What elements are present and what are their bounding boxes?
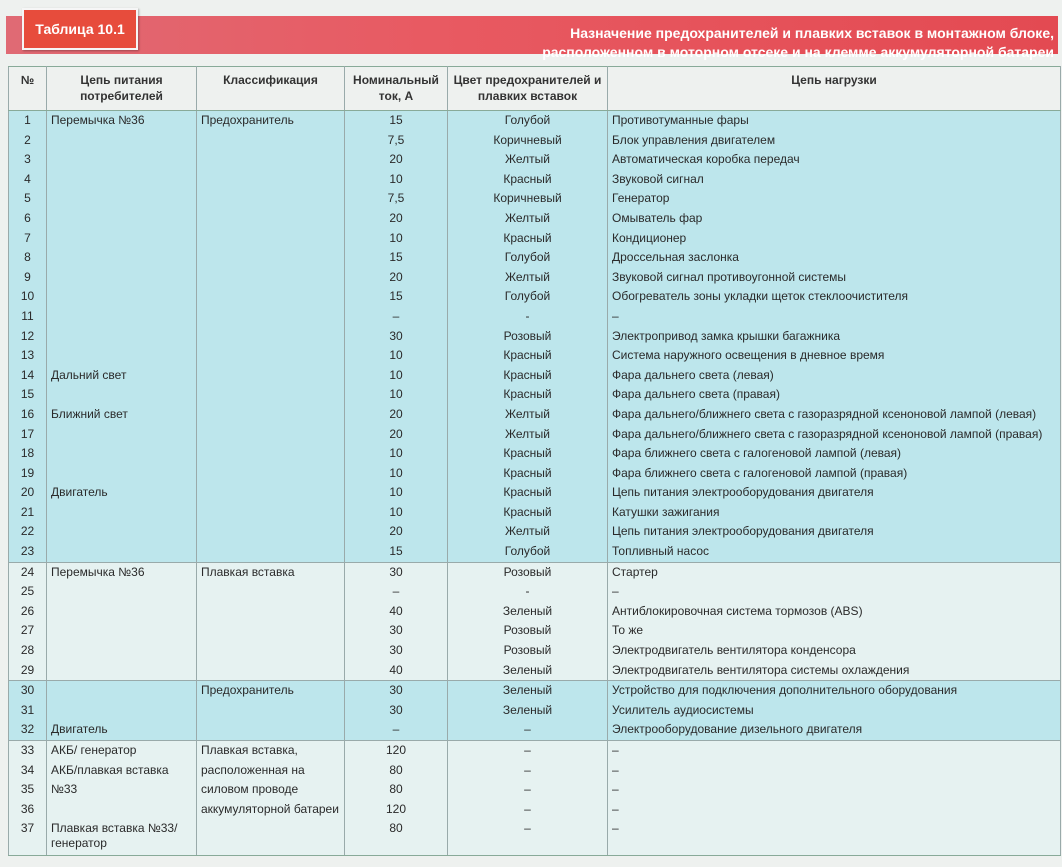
cell-number: 8 <box>9 248 47 268</box>
cell-current: – <box>345 720 448 740</box>
cell-current: 10 <box>345 483 448 503</box>
cell-current: 10 <box>345 366 448 386</box>
cell-load: Катушки зажигания <box>608 503 1061 523</box>
cell-color: Красный <box>448 346 608 366</box>
cell-current: 30 <box>345 641 448 661</box>
table-row <box>9 111 1061 131</box>
cell-current: 30 <box>345 681 448 701</box>
cell-number: 3 <box>9 150 47 170</box>
cell-current: 80 <box>345 780 448 800</box>
cell-load: Фара дальнего/ближнего света с газоразрядной ксеноновой лампой (левая) <box>608 405 1061 425</box>
cell-color: - <box>448 582 608 602</box>
cell-load: Фара дальнего света (правая) <box>608 385 1061 405</box>
table-row <box>9 522 1061 542</box>
table-row <box>9 542 1061 562</box>
cell-number: 5 <box>9 189 47 209</box>
cell-current: 20 <box>345 522 448 542</box>
cell-current: – <box>345 582 448 602</box>
cell-current: 80 <box>345 819 448 856</box>
cell-number: 15 <box>9 385 47 405</box>
table-row <box>9 327 1061 347</box>
cell-circuit: №33 <box>47 780 197 800</box>
cell-current: 40 <box>345 602 448 622</box>
table-row <box>9 562 1061 582</box>
cell-number: 36 <box>9 800 47 820</box>
cell-circuit <box>47 542 197 562</box>
cell-circuit <box>47 346 197 366</box>
cell-color: – <box>448 780 608 800</box>
table-row <box>9 444 1061 464</box>
cell-color: Коричневый <box>448 131 608 151</box>
cell-circuit <box>47 229 197 249</box>
cell-current: 30 <box>345 327 448 347</box>
table-row <box>9 405 1061 425</box>
table-row <box>9 385 1061 405</box>
cell-load: – <box>608 780 1061 800</box>
cell-current: 80 <box>345 761 448 781</box>
cell-circuit <box>47 131 197 151</box>
cell-load: Генератор <box>608 189 1061 209</box>
cell-classification <box>197 327 345 347</box>
cell-color: Розовый <box>448 327 608 347</box>
cell-classification <box>197 701 345 721</box>
cell-color: Коричневый <box>448 189 608 209</box>
cell-classification <box>197 503 345 523</box>
table-row <box>9 780 1061 800</box>
table-row <box>9 425 1061 445</box>
cell-current: 10 <box>345 346 448 366</box>
cell-load: Электродвигатель вентилятора конденсора <box>608 641 1061 661</box>
cell-load: Обогреватель зоны укладки щеток стеклоочистителя <box>608 287 1061 307</box>
cell-color: Красный <box>448 444 608 464</box>
cell-load: Система наружного освещения в дневное время <box>608 346 1061 366</box>
cell-current: 120 <box>345 800 448 820</box>
caption-bar <box>6 16 1058 60</box>
table-row <box>9 229 1061 249</box>
cell-number: 32 <box>9 720 47 740</box>
cell-number: 4 <box>9 170 47 190</box>
table-caption <box>6 8 1058 60</box>
cell-classification <box>197 189 345 209</box>
cell-current: 30 <box>345 621 448 641</box>
cell-color: - <box>448 307 608 327</box>
cell-load: Фара дальнего света (левая) <box>608 366 1061 386</box>
cell-number: 35 <box>9 780 47 800</box>
cell-classification <box>197 483 345 503</box>
cell-classification: Предохранитель <box>197 681 345 701</box>
cell-classification <box>197 444 345 464</box>
cell-circuit <box>47 307 197 327</box>
cell-classification <box>197 522 345 542</box>
cell-number: 6 <box>9 209 47 229</box>
cell-current: 120 <box>345 741 448 761</box>
cell-circuit: Плавкая вставка №33/генератор <box>47 819 197 856</box>
cell-load: Цепь питания электрооборудования двигателя <box>608 522 1061 542</box>
cell-load: Фара дальнего/ближнего света с газоразрядной ксеноновой лампой (правая) <box>608 425 1061 445</box>
cell-classification: Плавкая вставка, <box>197 741 345 761</box>
cell-number: 25 <box>9 582 47 602</box>
cell-color: Красный <box>448 464 608 484</box>
cell-classification <box>197 366 345 386</box>
cell-load: – <box>608 307 1061 327</box>
cell-current: 7,5 <box>345 131 448 151</box>
cell-color: Красный <box>448 170 608 190</box>
fuse-table <box>8 66 1061 856</box>
cell-circuit: Дальний свет <box>47 366 197 386</box>
cell-classification: аккумуляторной батареи <box>197 800 345 820</box>
cell-current: 15 <box>345 542 448 562</box>
table-row <box>9 131 1061 151</box>
table-row <box>9 268 1061 288</box>
cell-circuit <box>47 327 197 347</box>
col-header-current: Номинальный ток, А <box>345 67 448 111</box>
table-row <box>9 307 1061 327</box>
cell-load: Антиблокировочная система тормозов (ABS) <box>608 602 1061 622</box>
cell-circuit <box>47 385 197 405</box>
cell-circuit <box>47 602 197 622</box>
cell-load: – <box>608 582 1061 602</box>
cell-load: Звуковой сигнал противоугонной системы <box>608 268 1061 288</box>
cell-color: Голубой <box>448 542 608 562</box>
cell-number: 2 <box>9 131 47 151</box>
col-header-number: № <box>9 67 47 111</box>
cell-load: – <box>608 741 1061 761</box>
cell-number: 20 <box>9 483 47 503</box>
cell-color: Розовый <box>448 621 608 641</box>
col-header-color: Цвет предохранителей и плавких вставок <box>448 67 608 111</box>
cell-number: 34 <box>9 761 47 781</box>
cell-current: 10 <box>345 385 448 405</box>
cell-circuit <box>47 268 197 288</box>
cell-color: Зеленый <box>448 681 608 701</box>
cell-circuit <box>47 661 197 681</box>
cell-number: 19 <box>9 464 47 484</box>
cell-circuit: Перемычка №36 <box>47 111 197 131</box>
cell-color: Голубой <box>448 248 608 268</box>
cell-circuit <box>47 425 197 445</box>
cell-load: Дроссельная заслонка <box>608 248 1061 268</box>
cell-circuit <box>47 287 197 307</box>
table-row <box>9 209 1061 229</box>
table-row <box>9 189 1061 209</box>
table-row <box>9 819 1061 856</box>
cell-circuit <box>47 464 197 484</box>
cell-load: Топливный насос <box>608 542 1061 562</box>
cell-classification <box>197 131 345 151</box>
cell-number: 14 <box>9 366 47 386</box>
table-row <box>9 741 1061 761</box>
cell-circuit: Ближний свет <box>47 405 197 425</box>
cell-number: 12 <box>9 327 47 347</box>
cell-circuit <box>47 209 197 229</box>
col-header-load: Цепь нагрузки <box>608 67 1061 111</box>
table-row <box>9 287 1061 307</box>
cell-classification <box>197 287 345 307</box>
table-row <box>9 621 1061 641</box>
cell-circuit: АКБ/плавкая вставка <box>47 761 197 781</box>
cell-number: 23 <box>9 542 47 562</box>
cell-number: 37 <box>9 819 47 856</box>
cell-number: 29 <box>9 661 47 681</box>
cell-circuit <box>47 189 197 209</box>
cell-current: 20 <box>345 425 448 445</box>
cell-color: Голубой <box>448 111 608 131</box>
cell-load: Устройство для подключения дополнительного оборудования <box>608 681 1061 701</box>
cell-number: 11 <box>9 307 47 327</box>
cell-classification <box>197 307 345 327</box>
cell-number: 21 <box>9 503 47 523</box>
cell-load: Омыватель фар <box>608 209 1061 229</box>
col-header-circuit: Цепь питания потребителей <box>47 67 197 111</box>
cell-current: 15 <box>345 248 448 268</box>
cell-color: Красный <box>448 366 608 386</box>
cell-circuit: Двигатель <box>47 483 197 503</box>
cell-load: Кондиционер <box>608 229 1061 249</box>
cell-load: Блок управления двигателем <box>608 131 1061 151</box>
cell-color: Голубой <box>448 287 608 307</box>
cell-classification <box>197 720 345 740</box>
cell-color: – <box>448 819 608 856</box>
cell-load: – <box>608 761 1061 781</box>
cell-circuit <box>47 582 197 602</box>
cell-classification <box>197 542 345 562</box>
cell-load: Фара ближнего света с галогеновой лампой (правая) <box>608 464 1061 484</box>
cell-classification <box>197 425 345 445</box>
table-row <box>9 582 1061 602</box>
table-row <box>9 503 1061 523</box>
cell-color: – <box>448 741 608 761</box>
cell-current: 40 <box>345 661 448 681</box>
cell-circuit <box>47 701 197 721</box>
cell-number: 17 <box>9 425 47 445</box>
cell-circuit <box>47 621 197 641</box>
cell-current: 30 <box>345 562 448 582</box>
cell-classification <box>197 209 345 229</box>
cell-current: 15 <box>345 287 448 307</box>
cell-number: 18 <box>9 444 47 464</box>
table-row <box>9 720 1061 740</box>
cell-circuit <box>47 503 197 523</box>
cell-current: 20 <box>345 405 448 425</box>
cell-load: Усилитель аудиосистемы <box>608 701 1061 721</box>
cell-number: 7 <box>9 229 47 249</box>
cell-color: Желтый <box>448 522 608 542</box>
cell-number: 24 <box>9 562 47 582</box>
cell-number: 22 <box>9 522 47 542</box>
cell-load: Стартер <box>608 562 1061 582</box>
cell-classification: силовом проводе <box>197 780 345 800</box>
cell-circuit <box>47 522 197 542</box>
cell-classification: расположенная на <box>197 761 345 781</box>
table-title-line1: Назначение предохранителей и плавких вставок в монтажном блоке, <box>570 25 1054 41</box>
cell-color: – <box>448 800 608 820</box>
cell-classification <box>197 405 345 425</box>
table-row <box>9 641 1061 661</box>
cell-number: 27 <box>9 621 47 641</box>
table-row <box>9 661 1061 681</box>
cell-circuit <box>47 170 197 190</box>
cell-load: Электрооборудование дизельного двигателя <box>608 720 1061 740</box>
cell-classification <box>197 346 345 366</box>
cell-classification <box>197 819 345 856</box>
cell-current: 20 <box>345 209 448 229</box>
table-row <box>9 150 1061 170</box>
cell-circuit <box>47 150 197 170</box>
cell-classification <box>197 150 345 170</box>
cell-current: 10 <box>345 503 448 523</box>
cell-number: 31 <box>9 701 47 721</box>
cell-load: Электродвигатель вентилятора системы охлаждения <box>608 661 1061 681</box>
cell-color: Зеленый <box>448 661 608 681</box>
cell-color: Зеленый <box>448 701 608 721</box>
cell-color: Желтый <box>448 268 608 288</box>
cell-number: 1 <box>9 111 47 131</box>
col-header-classification: Классификация <box>197 67 345 111</box>
cell-color: Желтый <box>448 209 608 229</box>
cell-number: 13 <box>9 346 47 366</box>
table-row <box>9 483 1061 503</box>
cell-current: 15 <box>345 111 448 131</box>
cell-circuit <box>47 248 197 268</box>
cell-color: Красный <box>448 229 608 249</box>
cell-circuit <box>47 800 197 820</box>
table-title <box>354 24 1054 62</box>
table-row <box>9 366 1061 386</box>
cell-number: 26 <box>9 602 47 622</box>
cell-color: Розовый <box>448 562 608 582</box>
cell-classification <box>197 602 345 622</box>
cell-current: 10 <box>345 464 448 484</box>
cell-classification <box>197 641 345 661</box>
cell-number: 33 <box>9 741 47 761</box>
cell-current: 10 <box>345 444 448 464</box>
cell-number: 9 <box>9 268 47 288</box>
table-row <box>9 761 1061 781</box>
table-row <box>9 248 1061 268</box>
cell-color: Красный <box>448 483 608 503</box>
cell-color: Зеленый <box>448 602 608 622</box>
table-row <box>9 602 1061 622</box>
table-header-row <box>9 67 1061 111</box>
cell-load: Электропривод замка крышки багажника <box>608 327 1061 347</box>
cell-circuit <box>47 444 197 464</box>
table-number-label: Таблица 10.1 <box>22 8 138 50</box>
cell-current: 7,5 <box>345 189 448 209</box>
cell-circuit: Перемычка №36 <box>47 562 197 582</box>
cell-load: То же <box>608 621 1061 641</box>
cell-color: Красный <box>448 503 608 523</box>
cell-circuit: Двигатель <box>47 720 197 740</box>
cell-classification <box>197 385 345 405</box>
table-row <box>9 346 1061 366</box>
cell-load: Звуковой сигнал <box>608 170 1061 190</box>
cell-load: – <box>608 819 1061 856</box>
table-title-line2: расположенном в моторном отсеке и на клемме аккумуляторной батареи <box>542 44 1054 60</box>
cell-current: 10 <box>345 170 448 190</box>
cell-number: 10 <box>9 287 47 307</box>
cell-load: Автоматическая коробка передач <box>608 150 1061 170</box>
cell-circuit <box>47 641 197 661</box>
cell-load: Фара ближнего света с галогеновой лампой (левая) <box>608 444 1061 464</box>
cell-classification <box>197 248 345 268</box>
cell-color: Розовый <box>448 641 608 661</box>
cell-load: Цепь питания электрооборудования двигателя <box>608 483 1061 503</box>
cell-color: – <box>448 720 608 740</box>
cell-number: 28 <box>9 641 47 661</box>
cell-classification <box>197 661 345 681</box>
cell-current: – <box>345 307 448 327</box>
cell-circuit <box>47 681 197 701</box>
cell-classification <box>197 621 345 641</box>
table-row <box>9 170 1061 190</box>
cell-current: 20 <box>345 268 448 288</box>
cell-classification <box>197 170 345 190</box>
table-row <box>9 681 1061 701</box>
cell-classification <box>197 268 345 288</box>
cell-current: 30 <box>345 701 448 721</box>
cell-color: Желтый <box>448 425 608 445</box>
cell-current: 10 <box>345 229 448 249</box>
cell-number: 16 <box>9 405 47 425</box>
cell-color: Желтый <box>448 150 608 170</box>
cell-load: Противотуманные фары <box>608 111 1061 131</box>
cell-current: 20 <box>345 150 448 170</box>
cell-classification: Плавкая вставка <box>197 562 345 582</box>
cell-number: 30 <box>9 681 47 701</box>
cell-load: – <box>608 800 1061 820</box>
cell-color: Красный <box>448 385 608 405</box>
table-body <box>9 111 1061 856</box>
cell-classification <box>197 464 345 484</box>
cell-classification <box>197 582 345 602</box>
cell-color: – <box>448 761 608 781</box>
cell-circuit: АКБ/ генератор <box>47 741 197 761</box>
table-row <box>9 464 1061 484</box>
table-row <box>9 701 1061 721</box>
cell-color: Желтый <box>448 405 608 425</box>
cell-classification <box>197 229 345 249</box>
cell-classification: Предохранитель <box>197 111 345 131</box>
table-row <box>9 800 1061 820</box>
